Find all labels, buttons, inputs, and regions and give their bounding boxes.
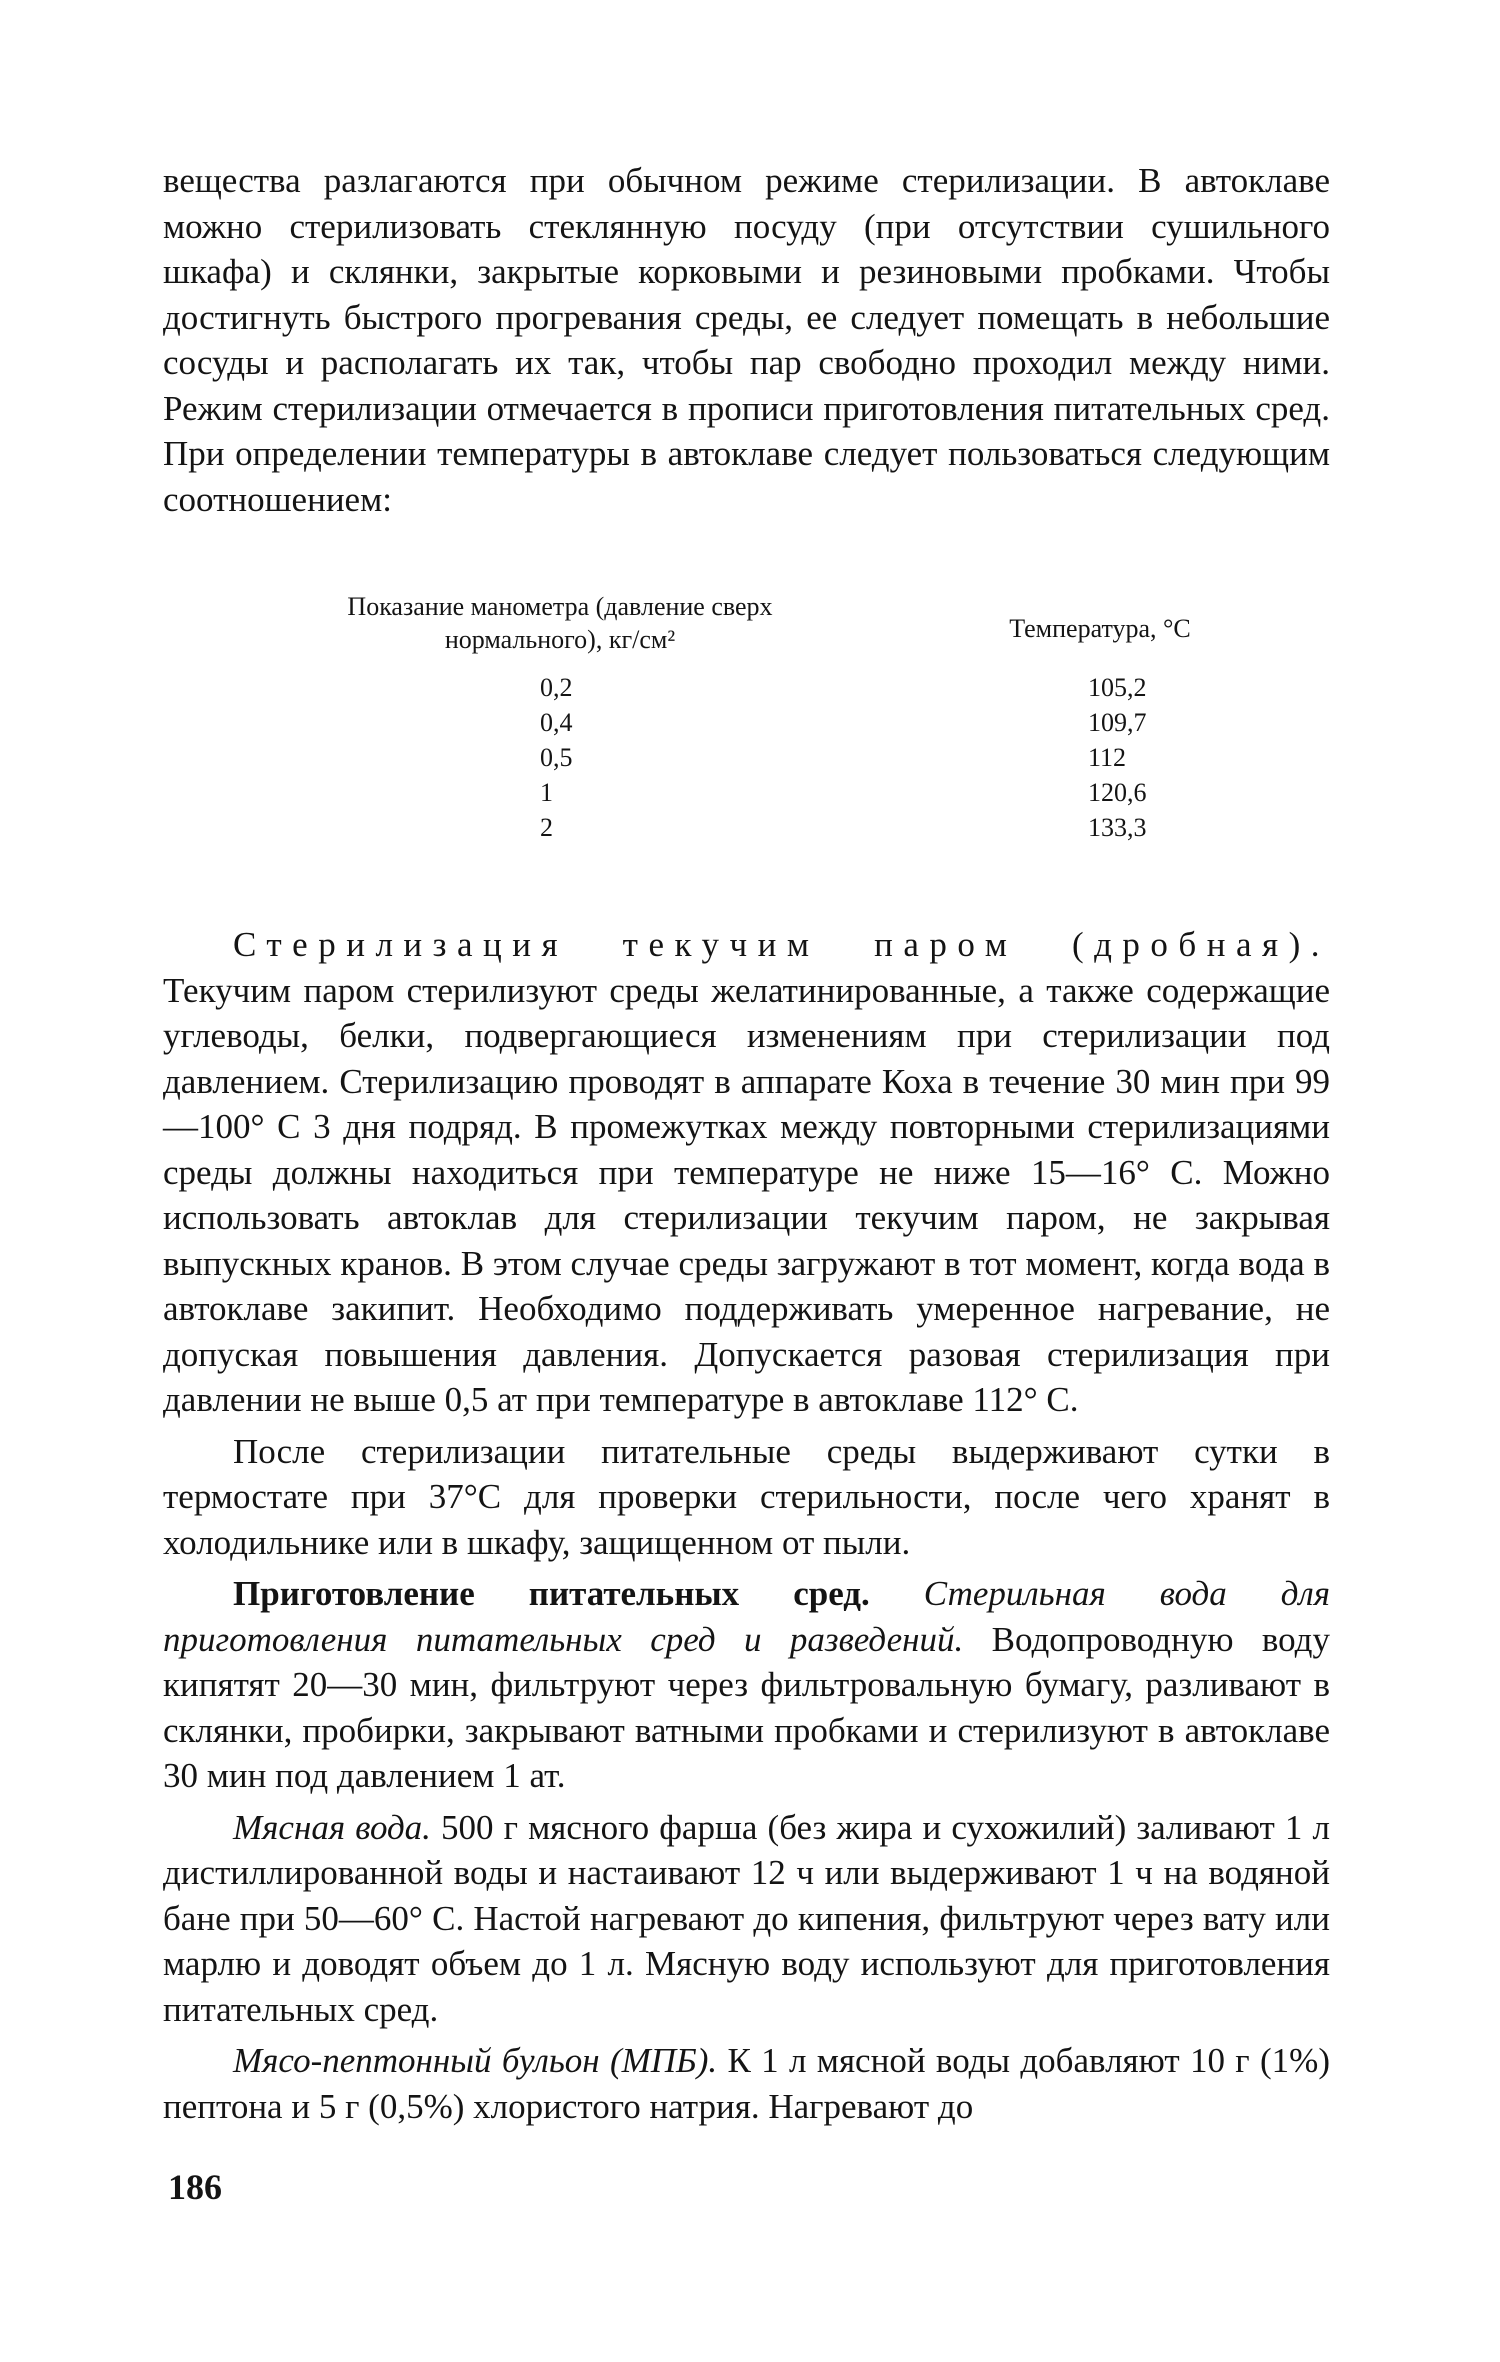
table-cell-temperature: 105,2: [1088, 673, 1147, 702]
table-header-pressure: Показание манометра (давление сверх нормального), кг/см²: [347, 592, 773, 654]
paragraph-preparation: [163, 1571, 1330, 1799]
text-flowing-steam: Текучим паром стерилизуют среды желатинированные, а также содержащие углеводы, белки, подвергающиеся изменениям при стерилизации под давлением. Стерилизацию проводят в аппарате Коха в течение 30 мин при 99—100° С 3 дня подряд. В промежутках между повторными стерилизациями среды должны находиться при температуре не ниже 15—16° С. Можно использовать автоклав для стерилизации текучим паром, не закрывая выпускных кранов. В этом случае среды загружают в тот момент, когда вода в автоклаве закипит. Необходимо поддерживать умеренное нагревание, не допуская повышения давления. Допускается разовая стерилизация при давлении не выше 0,5 ат при температуре в автоклаве 112° С.: [163, 970, 1330, 1419]
table-cell-pressure: 2: [540, 813, 553, 842]
table-cell-temperature: 133,3: [1088, 813, 1147, 842]
table-cell-temperature: 109,7: [1088, 708, 1147, 737]
table-cell-temperature: 120,6: [1088, 778, 1147, 807]
text-mpb: К 1 л мясной воды добавляют 10 г (1%) пептона и 5 г (0,5%) хлористого натрия. Нагревают до: [163, 2041, 1330, 2126]
subheading-sterile-water: Стерильная вода для приготовления питательных сред и разведений.: [163, 1574, 1330, 1659]
paragraph-after-sterilization: После стерилизации питательные среды выдерживают сутки в термостате при 37°С для проверки стерильности, после чего хранят в холодильнике или в шкафу, защищенном от пыли.: [163, 1431, 1330, 1562]
paragraph-meat-water: [163, 1805, 1330, 2033]
paragraph-top: [163, 158, 1330, 522]
text-preparation: Водопроводную воду кипятят 20—30 мин, фильтруют через фильтровальную бумагу, разливают в склянки, пробирки, закрывают ватными пробками и стерилизуют в автоклаве 30 мин под давлением 1 ат.: [163, 1619, 1330, 1795]
table-cell-pressure: 1: [540, 778, 553, 807]
table-cell-pressure: 0,4: [540, 708, 573, 737]
heading-preparation: Приготовление питательных сред.: [233, 1574, 870, 1613]
heading-flowing-steam: Стерилизация текучим паром (дробная).: [233, 925, 1330, 964]
table-header-temperature: Температура, °С: [1009, 614, 1191, 643]
paragraph-mpb: [163, 2038, 1330, 2129]
text-meat-water: 500 г мясного фарша (без жира и сухожилий) заливают 1 л дистиллированной воды и настаивают 12 ч или выдерживают 1 ч на водяной бане при 50—60° С. Настой нагревают до кипения, фильтруют через вату или марлю и доводят объем до 1 л. Мясную воду используют для приготовления питательных сред.: [163, 1807, 1330, 2029]
main-text: [163, 922, 1330, 2129]
table-column-temperature: [1088, 670, 1208, 845]
paragraph-top-text: вещества разлагаются при обычном режиме стерилизации. В автоклаве можно стерилизовать стеклянную посуду (при отсутствии сушильного шкафа) и склянки, закрытые корковыми и резиновыми пробками. Чтобы достигнуть быстрого прогревания среды, ее следует помещать в небольшие сосуды и располагать их так, чтобы пар свободно проходил между ними. Режим стерилизации отмечается в прописи приготовления питательных сред. При определении температуры в автоклаве следует пользоваться следующим соотношением:: [163, 161, 1330, 519]
heading-meat-water: Мясная вода.: [233, 1807, 431, 1847]
page-number: 186: [168, 2167, 222, 2207]
table-column-pressure: [540, 670, 620, 845]
table-cell-pressure: 0,2: [540, 673, 573, 702]
paragraph-flowing-steam: [163, 922, 1330, 1423]
table-cell-pressure: 0,5: [540, 743, 573, 772]
heading-mpb: Мясо-пептонный бульон (МПБ).: [233, 2041, 718, 2080]
table-cell-temperature: 112: [1088, 743, 1127, 772]
